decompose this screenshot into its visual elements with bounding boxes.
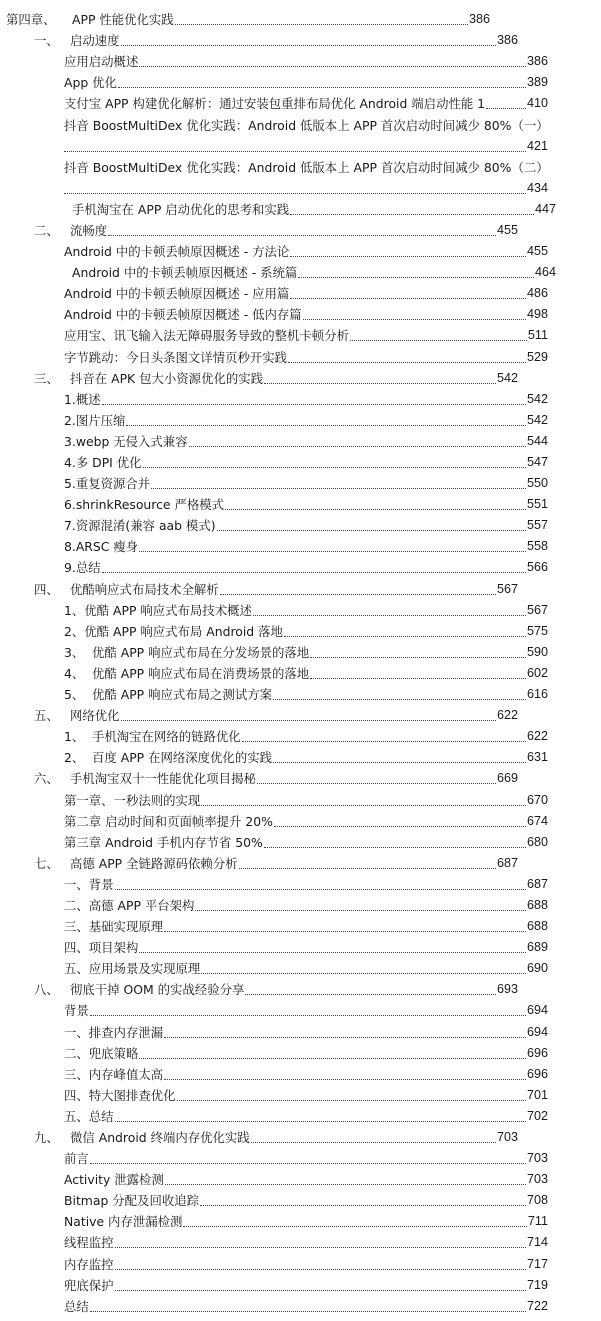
toc-section-entry[interactable]: [0, 30, 518, 51]
toc-subsection-entry[interactable]: [0, 114, 548, 135]
toc-page-number: 447: [534, 201, 556, 216]
toc-entry-title: 内存监控: [64, 1256, 114, 1272]
toc-page-number: 455: [526, 244, 548, 259]
dot-leader: [225, 494, 526, 515]
dot-leader: [90, 1000, 526, 1021]
toc-subsection-entry[interactable]: [0, 136, 548, 157]
toc-page-number: 464: [534, 265, 556, 280]
dot-leader: [139, 51, 526, 72]
toc-section-entry[interactable]: [0, 853, 518, 874]
toc-section-entry[interactable]: [0, 220, 518, 241]
dot-leader: [350, 325, 527, 346]
toc-page-number: 544: [526, 433, 548, 448]
toc-entry-title: App 优化: [64, 75, 117, 91]
dot-leader: [303, 304, 526, 325]
toc-entry-title: 一、排查内存泄漏: [64, 1024, 164, 1040]
toc-subsection-entry[interactable]: [0, 1232, 548, 1253]
toc-entry-title: 4.多 DPI 优化: [64, 455, 142, 471]
toc-entry-title: 第一章、一秒法则的实现: [64, 792, 201, 808]
dot-leader: [273, 747, 526, 768]
dot-leader: [195, 895, 526, 916]
toc-entry-title: 9.总结: [64, 560, 101, 576]
dot-leader: [273, 684, 526, 705]
toc-entry-title: 二、兜底策略: [64, 1045, 139, 1061]
toc-entry-title: 五、应用场景及实现原理: [64, 961, 201, 977]
toc-entry-number: 2、: [64, 750, 85, 766]
toc-subsection-entry[interactable]: [0, 347, 548, 368]
toc-subsection-entry[interactable]: [0, 389, 548, 410]
toc-page-number: 590: [526, 644, 548, 659]
toc-page-number: 680: [526, 834, 548, 849]
toc-page-number: 542: [496, 370, 518, 385]
toc-entry-title: 1、优酷 APP 响应式布局技术概述: [64, 602, 252, 618]
toc-entry-title: 一、背景: [64, 876, 114, 892]
toc-entry-title: Activity 泄露检测: [64, 1172, 164, 1188]
dot-leader: [257, 768, 496, 789]
toc-entry-number: 二、: [34, 222, 59, 238]
dot-leader: [288, 347, 526, 368]
toc-section-entry[interactable]: [0, 979, 518, 1000]
dot-leader: [64, 136, 526, 157]
toc-entry-title: Android 中的卡顿丢帧原因概述 - 系统篇: [72, 265, 298, 281]
toc-entry-title: 启动速度: [70, 33, 120, 49]
dot-leader: [274, 811, 526, 832]
dot-leader: [121, 705, 496, 726]
toc-page-number: 711: [527, 1214, 548, 1229]
toc-page-number: 558: [526, 539, 548, 554]
dot-leader: [108, 220, 496, 241]
toc-page-number: 529: [526, 349, 548, 364]
dot-leader: [264, 832, 526, 853]
toc-page-number: 703: [526, 1151, 548, 1166]
toc-entry-title: 前言: [64, 1151, 89, 1167]
toc-subsection-entry[interactable]: [0, 1043, 548, 1064]
dot-leader: [64, 178, 526, 199]
dot-leader: [298, 262, 534, 283]
toc-subsection-entry[interactable]: [0, 663, 548, 684]
toc-entry-number: 4、: [64, 665, 85, 681]
toc-subsection-entry[interactable]: [0, 1085, 548, 1106]
toc-entry-title: 线程监控: [64, 1235, 114, 1251]
toc-entry-title: 字节跳动：今日头条图文详情页秒开实践: [64, 349, 288, 365]
toc-page-number: 386: [468, 12, 490, 27]
toc-subsection-entry[interactable]: [0, 621, 548, 642]
toc-subsection-entry[interactable]: [0, 1254, 548, 1275]
dot-leader: [164, 1022, 526, 1043]
toc-entry-title: 四、项目架构: [64, 940, 139, 956]
toc-subsection-entry[interactable]: [0, 811, 548, 832]
dot-leader: [164, 916, 526, 937]
toc-page-number: 511: [527, 328, 548, 343]
dot-leader: [290, 283, 526, 304]
toc-page-number: 575: [526, 623, 548, 638]
toc-entry-title: Native 内存泄漏检测: [64, 1214, 183, 1230]
toc-entry-number: 一、: [34, 33, 59, 49]
toc-entry-number: 六、: [34, 771, 59, 787]
toc-page-number: 421: [526, 138, 548, 153]
dot-leader: [486, 93, 526, 114]
toc-page-number: 567: [526, 602, 548, 617]
toc-page-number: 703: [496, 1130, 518, 1145]
toc-entry-number: 四、: [34, 581, 59, 597]
toc-entry-title: 第三章 Android 手机内存节省 50%: [64, 834, 263, 850]
dot-leader: [310, 663, 526, 684]
dot-leader: [164, 1064, 526, 1085]
dot-leader: [139, 536, 526, 557]
toc-entry-title: 2、优酷 APP 响应式布局 Android 落地: [64, 623, 283, 639]
toc-section-entry[interactable]: [0, 1127, 518, 1148]
toc-page-number: 631: [526, 750, 548, 765]
toc-subsection-entry[interactable]: [0, 199, 556, 220]
dot-leader: [239, 853, 496, 874]
dot-leader: [121, 30, 496, 51]
toc-subsection-entry[interactable]: [0, 916, 548, 937]
toc-page-number: 722: [526, 1298, 548, 1313]
toc-entry-title: 兜底保护: [64, 1277, 114, 1293]
toc-subsection-entry[interactable]: [0, 1190, 548, 1211]
toc-entry-title: 手机淘宝在网络的链路优化: [92, 729, 241, 745]
dot-leader: [220, 579, 496, 600]
toc-page-number: 410: [526, 96, 548, 111]
toc-entry-number: 第四章、: [6, 12, 56, 28]
toc-page-number: 694: [526, 1003, 548, 1018]
toc-subsection-entry[interactable]: [0, 51, 548, 72]
toc-subsection-entry[interactable]: [0, 1022, 548, 1043]
toc-subsection-entry[interactable]: [0, 557, 548, 578]
toc-entry-number: 八、: [34, 982, 59, 998]
toc-page-number: 702: [526, 1108, 548, 1123]
toc-page-number: 542: [526, 391, 548, 406]
toc-page-number: 687: [526, 876, 548, 891]
toc-subsection-entry[interactable]: [0, 726, 548, 747]
toc-subsection-entry[interactable]: [0, 515, 548, 536]
toc-page-number: 389: [526, 75, 548, 90]
toc-entry-title: Android 中的卡顿丢帧原因概述 - 应用篇: [64, 286, 290, 302]
toc-subsection-entry[interactable]: [0, 283, 548, 304]
toc-subsection-entry[interactable]: [0, 494, 548, 515]
toc-entry-title: 2.图片压缩: [64, 412, 126, 428]
toc-subsection-entry[interactable]: [0, 72, 548, 93]
toc-page-number: 557: [526, 518, 548, 533]
toc-entry-number: 九、: [34, 1130, 59, 1146]
toc-entry-title: 6.shrinkResource 严格模式: [64, 497, 225, 513]
toc-entry-title: 抖音 BoostMultiDex 优化实践：Android 低版本上 APP 首次启动时间减少 80%（一）: [64, 117, 549, 133]
toc-page-number: 547: [526, 455, 548, 470]
dot-leader: [310, 642, 526, 663]
dot-leader: [201, 958, 526, 979]
toc-subsection-entry[interactable]: [0, 93, 548, 114]
toc-subsection-entry[interactable]: [0, 789, 548, 810]
toc-page-number: 455: [496, 222, 518, 237]
toc-page-number: 386: [496, 33, 518, 48]
toc-page-number: 486: [526, 286, 548, 301]
dot-leader: [115, 1232, 526, 1253]
toc-entry-title: 支付宝 APP 构建优化解析：通过安装包重排布局优化 Android 端启动性能 1: [64, 96, 486, 112]
dot-leader: [284, 621, 526, 642]
dot-leader: [115, 1254, 526, 1275]
toc-entry-title: 总结: [64, 1298, 89, 1314]
toc-entry-title: 二、高德 APP 平台架构: [64, 897, 195, 913]
toc-page-number: 551: [526, 497, 548, 512]
toc-subsection-entry[interactable]: [0, 600, 548, 621]
toc-entry-title: Android 中的卡顿丢帧原因概述 - 方法论: [64, 244, 290, 260]
toc-page-number: 719: [526, 1277, 548, 1292]
toc-page-number: 708: [526, 1193, 548, 1208]
toc-page-number: 687: [496, 855, 518, 870]
toc-section-entry[interactable]: [0, 579, 518, 600]
toc-page-number: 703: [526, 1172, 548, 1187]
toc-subsection-entry[interactable]: [0, 937, 548, 958]
toc-page-number: 622: [496, 708, 518, 723]
toc-subsection-entry[interactable]: [0, 1211, 548, 1232]
toc-entry-title: 7.资源混淆(兼容 aab 模式): [64, 518, 216, 534]
toc-page-number: 690: [526, 961, 548, 976]
toc-subsection-entry[interactable]: [0, 452, 548, 473]
toc-entry-title: 8.ARSC 瘦身: [64, 539, 139, 555]
dot-leader: [175, 9, 468, 30]
toc-subsection-entry[interactable]: [0, 1169, 548, 1190]
toc-entry-title: 应用启动概述: [64, 54, 139, 70]
toc-page-number: 689: [526, 940, 548, 955]
dot-leader: [251, 1127, 496, 1148]
toc-page-number: 669: [496, 771, 518, 786]
toc-subsection-entry[interactable]: [0, 1064, 548, 1085]
toc-subsection-entry[interactable]: [0, 410, 548, 431]
dot-leader: [200, 1190, 526, 1211]
toc-subsection-entry[interactable]: [0, 1106, 548, 1127]
toc-subsection-entry[interactable]: [0, 642, 548, 663]
toc-subsection-entry[interactable]: [0, 431, 548, 452]
dot-leader: [217, 515, 526, 536]
toc-subsection-entry[interactable]: [0, 1275, 548, 1296]
toc-entry-title: 高德 APP 全链路源码依赖分析: [70, 855, 238, 871]
toc-chapter-entry[interactable]: [0, 9, 490, 30]
toc-page-number: 386: [526, 54, 548, 69]
toc-page-number: 498: [526, 307, 548, 322]
toc-entry-title: 第二章 启动时间和页面帧率提升 20%: [64, 813, 273, 829]
toc-page-number: 688: [526, 919, 548, 934]
toc-entry-title: Android 中的卡顿丢帧原因概述 - 低内存篇: [64, 307, 302, 323]
toc-entry-number: 5、: [64, 687, 85, 703]
toc-subsection-entry[interactable]: [0, 304, 548, 325]
toc-entry-title: 微信 Android 终端内存优化实践: [70, 1130, 250, 1146]
toc-entry-number: 1、: [64, 729, 85, 745]
toc-subsection-entry[interactable]: [0, 958, 548, 979]
toc-page-number: 694: [526, 1024, 548, 1039]
toc-section-entry[interactable]: [0, 768, 518, 789]
toc-entry-title: 3.webp 无侵入式兼容: [64, 433, 188, 449]
dot-leader: [126, 410, 526, 431]
toc-entry-number: 三、: [34, 370, 59, 386]
dot-leader: [290, 199, 534, 220]
toc-page-number: 693: [496, 982, 518, 997]
toc-entry-title: 优酷 APP 响应式布局在分发场景的落地: [92, 644, 310, 660]
dot-leader: [90, 1296, 526, 1317]
toc-subsection-entry[interactable]: [0, 832, 548, 853]
toc-subsection-entry[interactable]: [0, 874, 548, 895]
toc-subsection-entry[interactable]: [0, 747, 548, 768]
dot-leader: [139, 937, 526, 958]
toc-subsection-entry[interactable]: [0, 1000, 548, 1021]
dot-leader: [90, 1148, 526, 1169]
dot-leader: [143, 452, 526, 473]
toc-subsection-entry[interactable]: [0, 1296, 548, 1317]
toc-entry-title: 5.重复资源合并: [64, 476, 151, 492]
toc-section-entry[interactable]: [0, 368, 518, 389]
toc-page-number: 542: [526, 412, 548, 427]
dot-leader: [151, 473, 526, 494]
toc-entry-title: 五、总结: [64, 1108, 114, 1124]
dot-leader: [201, 790, 526, 811]
toc-page-number: 714: [526, 1235, 548, 1250]
toc-page-number: 550: [526, 476, 548, 491]
toc-subsection-entry[interactable]: [0, 1148, 548, 1169]
toc-page-number: 566: [526, 560, 548, 575]
toc-entry-title: 三、基础实现原理: [64, 919, 164, 935]
toc-entry-title: 四、特大图排查优化: [64, 1087, 176, 1103]
dot-leader: [102, 557, 526, 578]
toc-page-number: 616: [526, 687, 548, 702]
toc-page-number: 701: [526, 1087, 548, 1102]
toc-entry-title: 优酷响应式布局技术全解析: [70, 581, 219, 597]
dot-leader: [165, 1169, 526, 1190]
toc-entry-title: APP 性能优化实践: [72, 12, 174, 28]
toc-entry-title: 应用宝、讯飞输入法无障碍服务导致的整机卡顿分析: [64, 328, 349, 344]
toc-page-number: 696: [526, 1045, 548, 1060]
toc-subsection-entry[interactable]: [0, 325, 548, 346]
toc-page-number: 670: [526, 792, 548, 807]
dot-leader: [183, 1211, 527, 1232]
toc-entry-title: 彻底干掉 OOM 的实战经验分享: [70, 982, 245, 998]
toc-subsection-entry[interactable]: [0, 684, 548, 705]
dot-leader: [189, 431, 526, 452]
toc-entry-title: 三、内存峰值太高: [64, 1066, 164, 1082]
toc-entry-number: 七、: [34, 855, 59, 871]
toc-page-number: 602: [526, 665, 548, 680]
toc-page-number: 434: [526, 180, 548, 195]
toc-subsection-entry[interactable]: [0, 157, 548, 178]
toc-entry-title: 1.概述: [64, 391, 101, 407]
dot-leader: [245, 979, 496, 1000]
dot-leader: [139, 1043, 526, 1064]
toc-entry-title: 百度 APP 在网络深度优化的实践: [92, 750, 272, 766]
toc-entry-title: 抖音 BoostMultiDex 优化实践：Android 低版本上 APP 首次启动时间减少 80%（二）: [64, 159, 549, 175]
toc-subsection-entry[interactable]: [0, 473, 548, 494]
dot-leader: [115, 1106, 526, 1127]
toc-entry-title: 手机淘宝双十一性能优化项目揭秘: [70, 771, 256, 787]
toc-entry-title: 优酷 APP 响应式布局之测试方案: [92, 687, 272, 703]
dot-leader: [115, 874, 526, 895]
toc-entry-number: 五、: [34, 708, 59, 724]
toc-subsection-entry[interactable]: [0, 536, 548, 557]
dot-leader: [290, 241, 526, 262]
toc-section-entry[interactable]: [0, 705, 518, 726]
toc-subsection-entry[interactable]: [0, 895, 548, 916]
toc-entry-title: 背景: [64, 1003, 89, 1019]
toc-entry-title: 流畅度: [70, 222, 108, 238]
dot-leader: [242, 726, 526, 747]
dot-leader: [253, 600, 526, 621]
toc-entry-number: 3、: [64, 644, 85, 660]
toc-entry-title: 抖音在 APK 包大小资源优化的实践: [70, 370, 264, 386]
dot-leader: [177, 1085, 526, 1106]
toc-page-number: 696: [526, 1066, 548, 1081]
dot-leader: [115, 1275, 526, 1296]
toc-entry-title: 优酷 APP 响应式布局在消费场景的落地: [92, 665, 310, 681]
dot-leader: [118, 72, 526, 93]
toc-entry-title: 网络优化: [70, 708, 120, 724]
toc-subsection-entry[interactable]: [0, 178, 548, 199]
dot-leader: [102, 389, 526, 410]
toc-page-number: 717: [526, 1256, 548, 1271]
toc-entry-title: 手机淘宝在 APP 启动优化的思考和实践: [72, 201, 290, 217]
toc-page-number: 674: [526, 813, 548, 828]
dot-leader: [264, 368, 496, 389]
toc-subsection-entry[interactable]: [0, 262, 556, 283]
toc-entry-title: Bitmap 分配及回收追踪: [64, 1193, 200, 1209]
toc-subsection-entry[interactable]: [0, 241, 548, 262]
toc-page-number: 567: [496, 581, 518, 596]
toc-page-number: 688: [526, 897, 548, 912]
toc-page-number: 622: [526, 729, 548, 744]
